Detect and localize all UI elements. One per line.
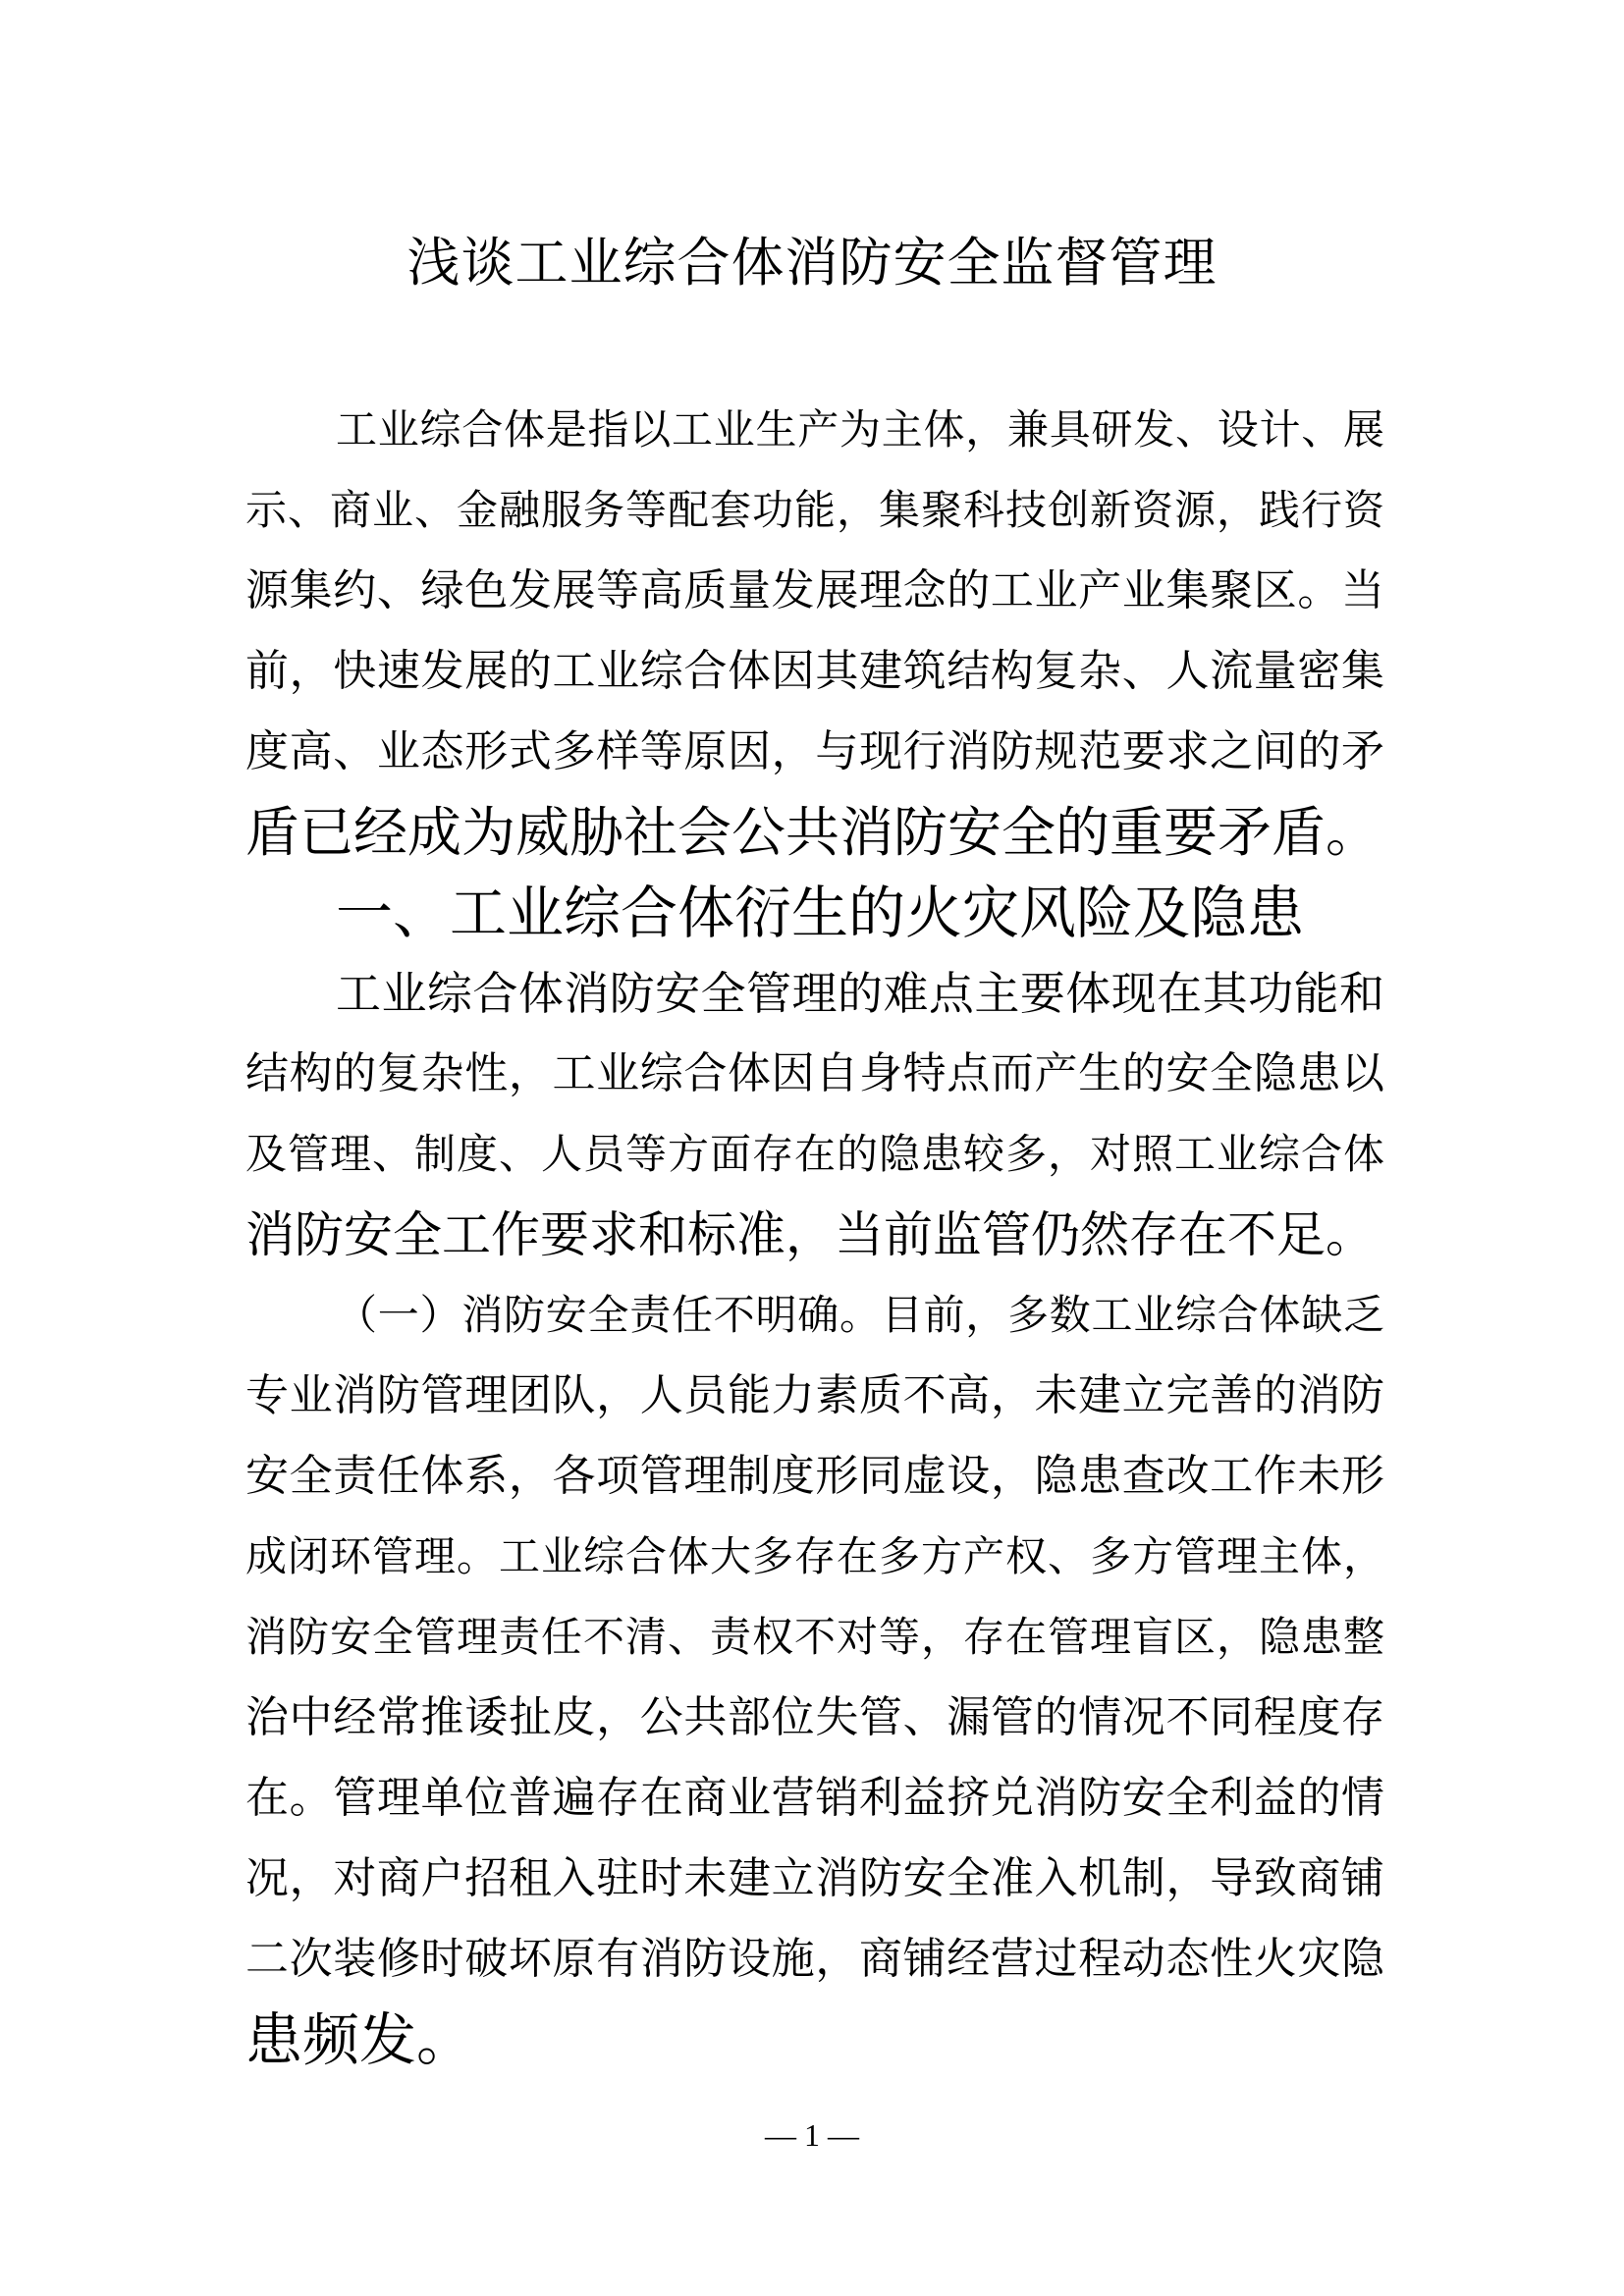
text-line: 在。管理单位普遍存在商业营销利益挤兑消防安全利益的情 — [245, 1773, 1384, 1823]
text-line: 及管理、制度、人员等方面存在的隐患较多，对照工业综合体 — [245, 1130, 1384, 1178]
text-line: 安全责任体系，各项管理制度形同虚设，隐患查改工作未形 — [245, 1451, 1384, 1501]
text-line: 盾已经成为威胁社会公共消防安全的重要矛盾。 — [245, 801, 1380, 864]
text-line: 一、工业综合体衍生的火灾风险及隐患 — [336, 880, 1305, 946]
document-title: 浅谈工业综合体消防安全监督管理 — [406, 232, 1218, 294]
text-line: 源集约、绿色发展等高质量发展理念的工业产业集聚区。当 — [245, 565, 1384, 615]
text-line: 消防安全管理责任不清、责权不对等，存在管理盲区，隐患整 — [245, 1613, 1384, 1661]
paragraph — [245, 953, 1384, 1275]
page-number: — 1 — — [765, 2117, 859, 2153]
text-line: 治中经常推诿扯皮，公共部位失管、漏管的情况不同程度存 — [245, 1692, 1384, 1742]
text-line: 二次装修时破坏原有消防设施，商铺经营过程动态性火灾隐 — [245, 1934, 1384, 1984]
paragraph — [245, 1275, 1384, 2080]
text-line: 消防安全工作要求和标准，当前监管仍然存在不足。 — [245, 1206, 1375, 1263]
paragraph — [245, 390, 1384, 873]
text-line: 工业综合体消防安全管理的难点主要体现在其功能和 — [336, 967, 1384, 1020]
text-line: 结构的复杂性，工业综合体因自身特点而产生的安全隐患以 — [245, 1048, 1384, 1098]
document-body — [245, 390, 1384, 2080]
text-line: 度高、业态形式多样等原因，与现行消防规范要求之间的矛 — [245, 726, 1384, 776]
text-line: 前，快速发展的工业综合体因其建筑结构复杂、人流量密集 — [245, 646, 1384, 696]
text-line: 专业消防管理团队，人员能力素质不高，未建立完善的消防 — [245, 1370, 1384, 1420]
text-line: （一）消防安全责任不明确。目前，多数工业综合体缺乏 — [336, 1291, 1384, 1339]
text-line: 示、商业、金融服务等配套功能，集聚科技创新资源，践行资 — [245, 486, 1384, 534]
text-line: 工业综合体是指以工业生产为主体，兼具研发、设计、展 — [336, 405, 1384, 454]
text-line: 患频发。 — [245, 2006, 474, 2073]
text-line: 况，对商户招租入驻时未建立消防安全准入机制，导致商铺 — [245, 1853, 1384, 1903]
text-line: 成闭环管理。工业综合体大多存在多方产权、多方管理主体， — [245, 1532, 1384, 1580]
paragraph — [245, 873, 1384, 953]
